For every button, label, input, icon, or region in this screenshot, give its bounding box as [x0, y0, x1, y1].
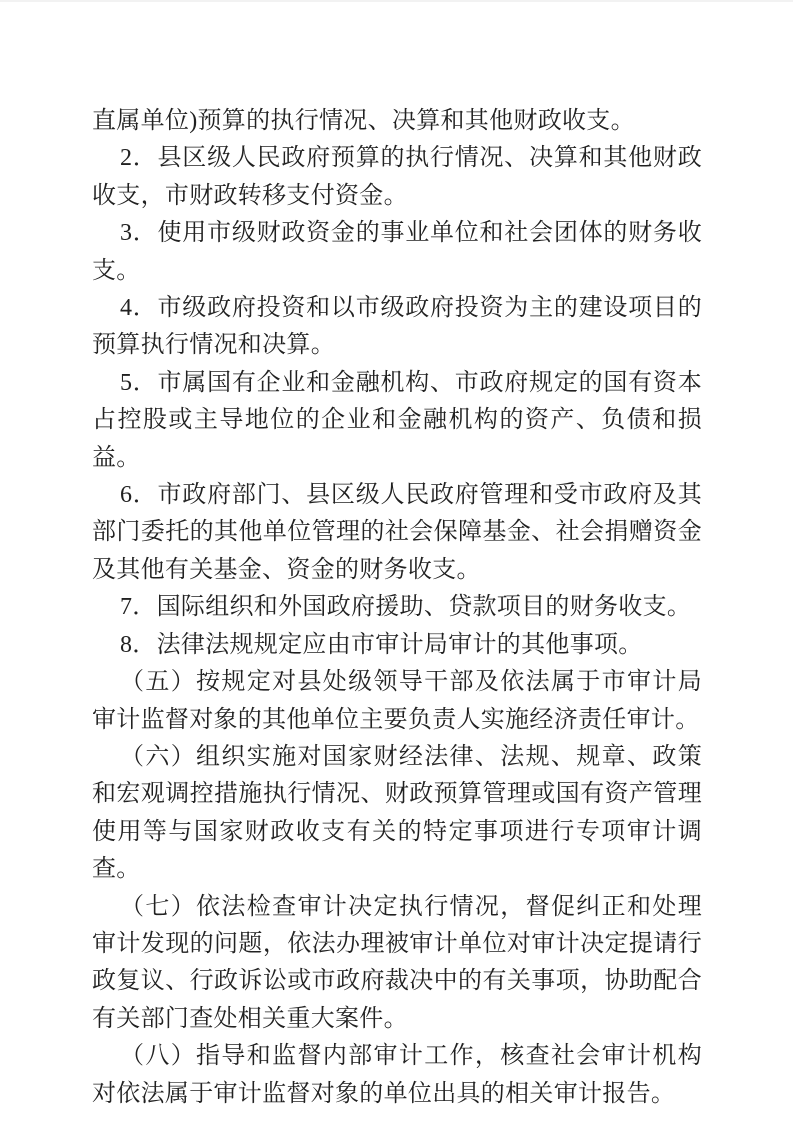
paragraph: 6．市政府部门、县区级人民政府管理和受市政府及其部门委托的其他单位管理的社会保障基金、社会捐赠资金及其他有关基金、资金的财务收支。 — [92, 482, 702, 583]
paragraph: 4．市级政府投资和以市级政府投资为主的建设项目的预算执行情况和决算。 — [92, 295, 702, 359]
paragraph: 2．县区级人民政府预算的执行情况、决算和其他财政收支，市财政转移支付资金。 — [92, 145, 702, 209]
paragraph: （五）按规定对县处级领导干部及依法属于市审计局审计监督对象的其他单位主要负责人实施经济责任审计。 — [92, 669, 702, 733]
paragraph: 8．法律法规规定应由市审计局审计的其他事项。 — [120, 631, 643, 658]
paragraph-continuation: 直属单位)预算的执行情况、决算和其他财政收支。 — [92, 108, 635, 134]
document-body — [92, 103, 702, 1113]
paragraph: （八）指导和监督内部审计工作，核查社会审计机构对依法属于审计监督对象的单位出具的相关审计报告。 — [92, 1043, 702, 1107]
paragraph: 3．使用市级财政资金的事业单位和社会团体的财务收支。 — [92, 220, 702, 284]
paragraph: （七）依法检查审计决定执行情况，督促纠正和处理审计发现的问题，依法办理被审计单位对审计决定提请行政复议、行政诉讼或市政府裁决中的有关事项，协助配合有关部门查处相关重大案件。 — [92, 893, 702, 1032]
paragraph: 7．国际组织和外国政府援助、贷款项目的财务收支。 — [120, 594, 692, 621]
paragraph: 5．市属国有企业和金融机构、市政府规定的国有资本占控股或主导地位的企业和金融机构的资产、负债和损益。 — [92, 369, 702, 471]
paragraph: （六）组织实施对国家财经法律、法规、规章、政策和宏观调控措施执行情况、财政预算管理或国有资产管理使用等与国家财政收支有关的特定事项进行专项审计调查。 — [92, 743, 702, 883]
